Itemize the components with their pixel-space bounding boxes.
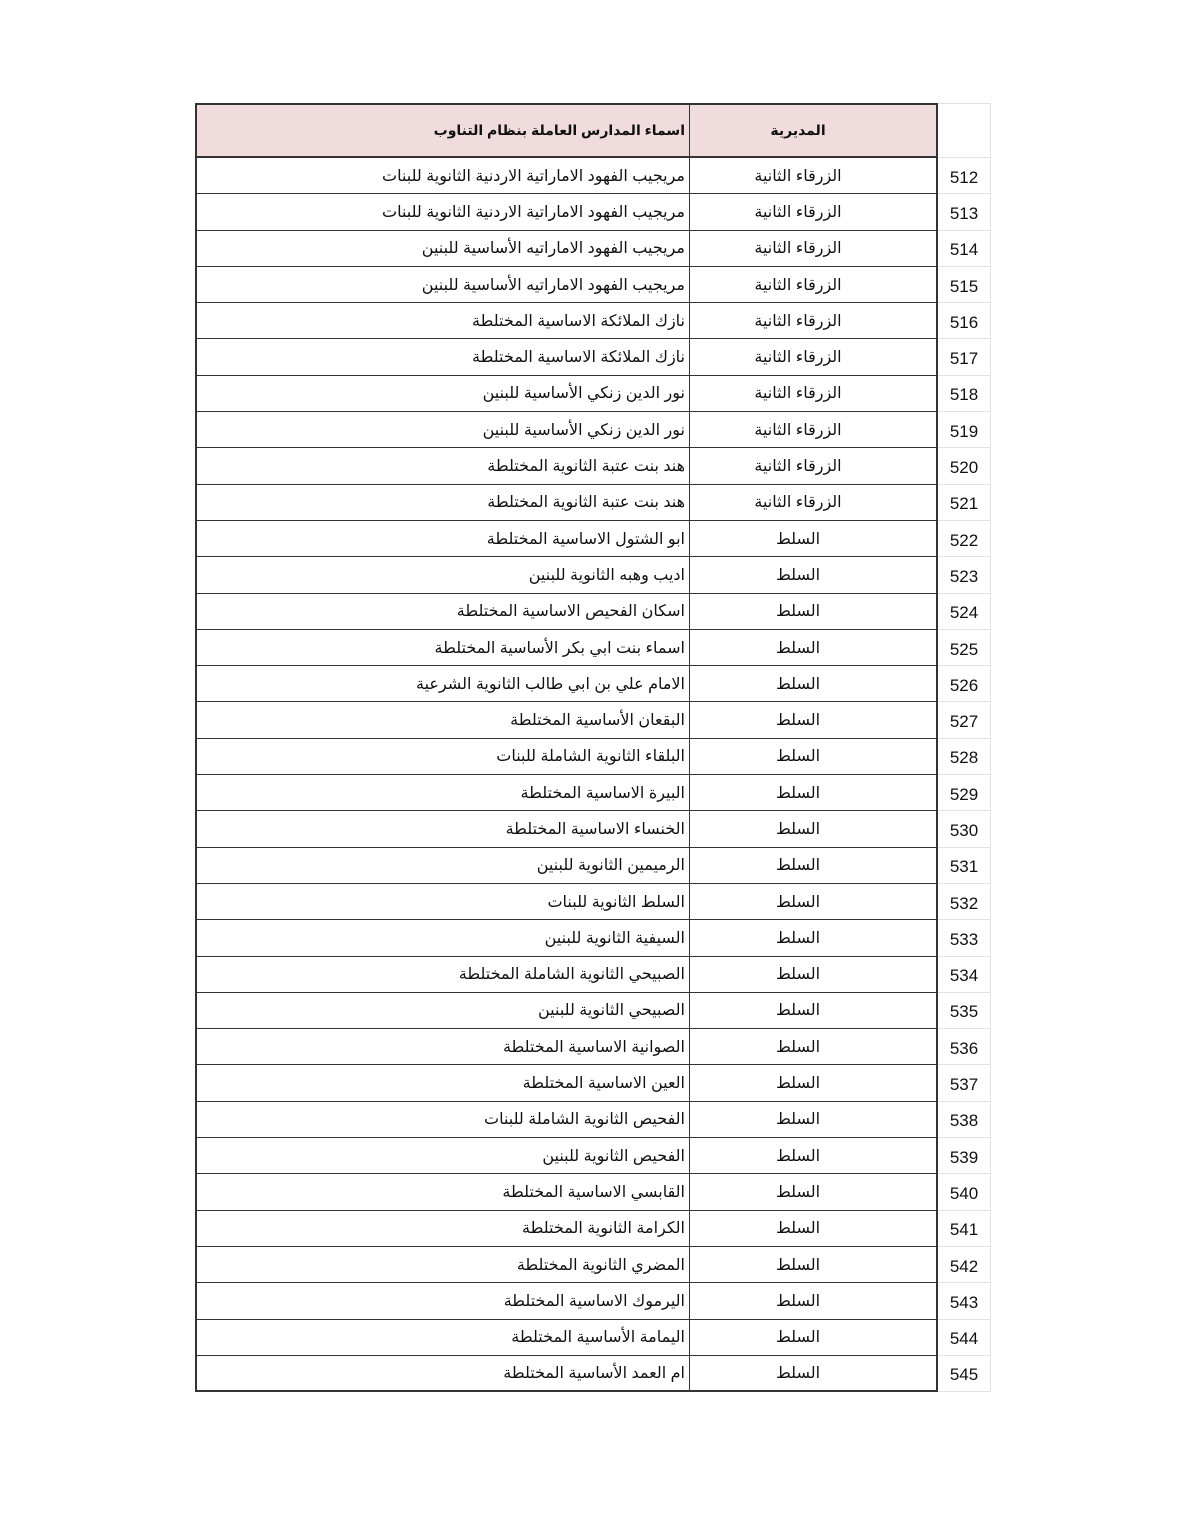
table-row: [195, 376, 992, 412]
directorate-cell: السلط: [690, 811, 938, 847]
school-name-cell: ام العمد الأساسية المختلطة: [195, 1356, 690, 1392]
school-name-cell: البيرة الاساسية المختلطة: [195, 775, 690, 811]
school-name-cell: العين الاساسية المختلطة: [195, 1065, 690, 1101]
table-row: [195, 848, 992, 884]
directorate-cell: الزرقاء الثانية: [690, 485, 938, 521]
directorate-cell: السلط: [690, 521, 938, 557]
school-name-cell: نازك الملائكة الاساسية المختلطة: [195, 339, 690, 375]
directorate-cell: السلط: [690, 993, 938, 1029]
school-name-cell: البلقاء الثانوية الشاملة للبنات: [195, 739, 690, 775]
row-number-cell: 514: [938, 231, 991, 267]
table-row: [195, 666, 992, 702]
table-header-row: [195, 103, 992, 158]
school-name-cell: مريجيب الفهود الاماراتية الاردنية الثانوية للبنات: [195, 158, 690, 194]
school-name-cell: نازك الملائكة الاساسية المختلطة: [195, 303, 690, 339]
table-row: [195, 1029, 992, 1065]
directorate-cell: السلط: [690, 666, 938, 702]
table-row: [195, 1138, 992, 1174]
school-name-cell: البقعان الأساسية المختلطة: [195, 702, 690, 738]
table-row: [195, 1174, 992, 1210]
row-number-cell: 544: [938, 1320, 991, 1356]
row-number-cell: 528: [938, 739, 991, 775]
school-name-cell: اسكان الفحيص الاساسية المختلطة: [195, 594, 690, 630]
directorate-cell: الزرقاء الثانية: [690, 412, 938, 448]
row-number-cell: 512: [938, 158, 991, 194]
table-row: [195, 485, 992, 521]
table-row: [195, 1065, 992, 1101]
table-row: [195, 993, 992, 1029]
school-name-cell: السيفية الثانوية للبنين: [195, 920, 690, 956]
table-row: [195, 339, 992, 375]
directorate-cell: الزرقاء الثانية: [690, 194, 938, 230]
table-row: [195, 1211, 992, 1247]
row-number-cell: 527: [938, 702, 991, 738]
row-number-cell: 538: [938, 1102, 991, 1138]
row-number-cell: 521: [938, 485, 991, 521]
table-row: [195, 521, 992, 557]
row-number-cell: 540: [938, 1174, 991, 1210]
table-row: [195, 811, 992, 847]
school-name-cell: الكرامة الثانوية المختلطة: [195, 1211, 690, 1247]
directorate-cell: الزرقاء الثانية: [690, 376, 938, 412]
directorate-cell: السلط: [690, 1247, 938, 1283]
table-row: [195, 957, 992, 993]
directorate-cell: الزرقاء الثانية: [690, 158, 938, 194]
row-number-cell: 532: [938, 884, 991, 920]
row-number-cell: 536: [938, 1029, 991, 1065]
row-number-cell: 531: [938, 848, 991, 884]
directorate-cell: الزرقاء الثانية: [690, 303, 938, 339]
directorate-cell: السلط: [690, 920, 938, 956]
directorate-cell: السلط: [690, 1102, 938, 1138]
school-name-cell: ابو الشتول الاساسية المختلطة: [195, 521, 690, 557]
row-number-cell: 534: [938, 957, 991, 993]
school-name-cell: الفحيص الثانوية للبنين: [195, 1138, 690, 1174]
school-name-cell: الصوانية الاساسية المختلطة: [195, 1029, 690, 1065]
table-row: [195, 630, 992, 666]
row-number-cell: 525: [938, 630, 991, 666]
school-name-cell: مريجيب الفهود الاماراتيه الأساسية للبنين: [195, 231, 690, 267]
directorate-cell: السلط: [690, 1283, 938, 1319]
row-number-cell: 545: [938, 1356, 991, 1392]
school-name-cell: اديب وهبه الثانوية للبنين: [195, 557, 690, 593]
directorate-cell: السلط: [690, 1211, 938, 1247]
directorate-cell: السلط: [690, 1174, 938, 1210]
school-name-cell: مريجيب الفهود الاماراتية الاردنية الثانوية للبنات: [195, 194, 690, 230]
directorate-cell: الزرقاء الثانية: [690, 339, 938, 375]
table-row: [195, 1102, 992, 1138]
row-number-cell: 526: [938, 666, 991, 702]
row-number-cell: 533: [938, 920, 991, 956]
directorate-cell: السلط: [690, 957, 938, 993]
directorate-cell: الزرقاء الثانية: [690, 267, 938, 303]
row-number-cell: 519: [938, 412, 991, 448]
row-number-cell: 537: [938, 1065, 991, 1101]
row-number-cell: 520: [938, 448, 991, 484]
directorate-cell: السلط: [690, 775, 938, 811]
row-number-cell: 517: [938, 339, 991, 375]
table-row: [195, 702, 992, 738]
table-row: [195, 1283, 992, 1319]
header-directorate: المديرية: [690, 103, 938, 158]
school-name-cell: الفحيص الثانوية الشاملة للبنات: [195, 1102, 690, 1138]
directorate-cell: السلط: [690, 1320, 938, 1356]
row-number-cell: 535: [938, 993, 991, 1029]
row-number-cell: 543: [938, 1283, 991, 1319]
table-row: [195, 1247, 992, 1283]
table-row: [195, 1356, 992, 1392]
school-name-cell: السلط الثانوية للبنات: [195, 884, 690, 920]
directorate-cell: السلط: [690, 1356, 938, 1392]
row-number-cell: 518: [938, 376, 991, 412]
header-school-name: اسماء المدارس العاملة بنظام التناوب: [195, 103, 690, 158]
row-number-cell: 513: [938, 194, 991, 230]
directorate-cell: السلط: [690, 702, 938, 738]
school-name-cell: نور الدين زنكي الأساسية للبنين: [195, 412, 690, 448]
directorate-cell: السلط: [690, 594, 938, 630]
row-number-cell: 542: [938, 1247, 991, 1283]
table-row: [195, 231, 992, 267]
directorate-cell: السلط: [690, 884, 938, 920]
directorate-cell: السلط: [690, 848, 938, 884]
school-name-cell: الرميمين الثانوية للبنين: [195, 848, 690, 884]
school-name-cell: الامام علي بن ابي طالب الثانوية الشرعية: [195, 666, 690, 702]
row-number-cell: 524: [938, 594, 991, 630]
directorate-cell: السلط: [690, 739, 938, 775]
table-row: [195, 158, 992, 194]
schools-table: [195, 103, 992, 1392]
table-row: [195, 194, 992, 230]
school-name-cell: مريجيب الفهود الاماراتيه الأساسية للبنين: [195, 267, 690, 303]
school-name-cell: اسماء بنت ابي بكر الأساسية المختلطة: [195, 630, 690, 666]
school-name-cell: هند بنت عتبة الثانوية المختلطة: [195, 485, 690, 521]
table-row: [195, 303, 992, 339]
school-name-cell: نور الدين زنكي الأساسية للبنين: [195, 376, 690, 412]
table-row: [195, 775, 992, 811]
school-name-cell: اليمامة الأساسية المختلطة: [195, 1320, 690, 1356]
row-number-cell: 541: [938, 1211, 991, 1247]
school-name-cell: الصبيحي الثانوية الشاملة المختلطة: [195, 957, 690, 993]
table-row: [195, 884, 992, 920]
table-row: [195, 412, 992, 448]
school-name-cell: اليرموك الاساسية المختلطة: [195, 1283, 690, 1319]
directorate-cell: السلط: [690, 1065, 938, 1101]
table-body: [195, 158, 992, 1392]
school-name-cell: المضري الثانوية المختلطة: [195, 1247, 690, 1283]
row-number-cell: 539: [938, 1138, 991, 1174]
row-number-cell: 515: [938, 267, 991, 303]
table-row: [195, 448, 992, 484]
directorate-cell: السلط: [690, 557, 938, 593]
table-row: [195, 594, 992, 630]
row-number-cell: 516: [938, 303, 991, 339]
school-name-cell: هند بنت عتبة الثانوية المختلطة: [195, 448, 690, 484]
directorate-cell: السلط: [690, 1138, 938, 1174]
table-row: [195, 557, 992, 593]
directorate-cell: السلط: [690, 1029, 938, 1065]
row-number-cell: 523: [938, 557, 991, 593]
row-number-cell: 529: [938, 775, 991, 811]
directorate-cell: الزرقاء الثانية: [690, 231, 938, 267]
table-row: [195, 267, 992, 303]
school-name-cell: الخنساء الاساسية المختلطة: [195, 811, 690, 847]
row-number-cell: 530: [938, 811, 991, 847]
row-number-cell: 522: [938, 521, 991, 557]
directorate-cell: السلط: [690, 630, 938, 666]
table-row: [195, 739, 992, 775]
directorate-cell: الزرقاء الثانية: [690, 448, 938, 484]
school-name-cell: القابسي الاساسية المختلطة: [195, 1174, 690, 1210]
table-row: [195, 1320, 992, 1356]
table-row: [195, 920, 992, 956]
header-number: [938, 103, 991, 158]
school-name-cell: الصبيحي الثانوية للبنين: [195, 993, 690, 1029]
